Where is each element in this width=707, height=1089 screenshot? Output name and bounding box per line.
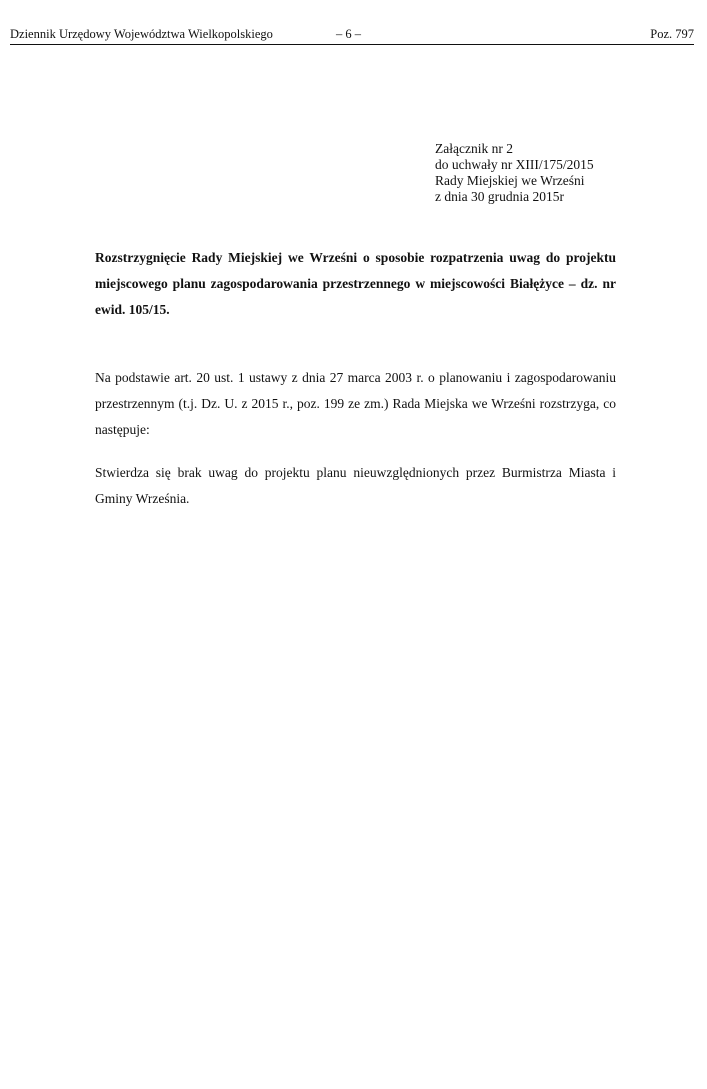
header-divider — [10, 44, 694, 45]
annex-line: do uchwały nr XIII/175/2015 — [435, 157, 594, 172]
journal-title: Dziennik Urzędowy Województwa Wielkopolskiego — [10, 27, 273, 41]
annex-block — [435, 141, 685, 205]
annex-line: z dnia 30 grudnia 2015r — [435, 189, 564, 204]
decision-paragraph: Stwierdza się brak uwag do projektu planu nieuwzględnionych przez Burmistrza Miasta i Gminy Września. — [95, 465, 616, 506]
annex-line: Rady Miejskiej we Wrześni — [435, 173, 585, 188]
legal-basis-paragraph: Na podstawie art. 20 ust. 1 ustawy z dnia 27 marca 2003 r. o planowaniu i zagospodarowaniu przestrzennym (t.j. Dz. U. z 2015 r., poz. 199 ze zm.) Rada Miejska we Wrześni rozstrzyga, co następuje: — [95, 370, 616, 437]
annex-line: Załącznik nr 2 — [435, 141, 513, 156]
page-number: – 6 – — [336, 27, 361, 41]
position-number: Poz. 797 — [650, 27, 694, 41]
page-header — [10, 26, 694, 44]
document-title: Rozstrzygnięcie Rady Miejskiej we Wrześni o sposobie rozpatrzenia uwag do projektu miejscowego planu zagospodarowania przestrzennego w miejscowości Białężyce – dz. nr ewid. 105/15. — [95, 250, 616, 317]
